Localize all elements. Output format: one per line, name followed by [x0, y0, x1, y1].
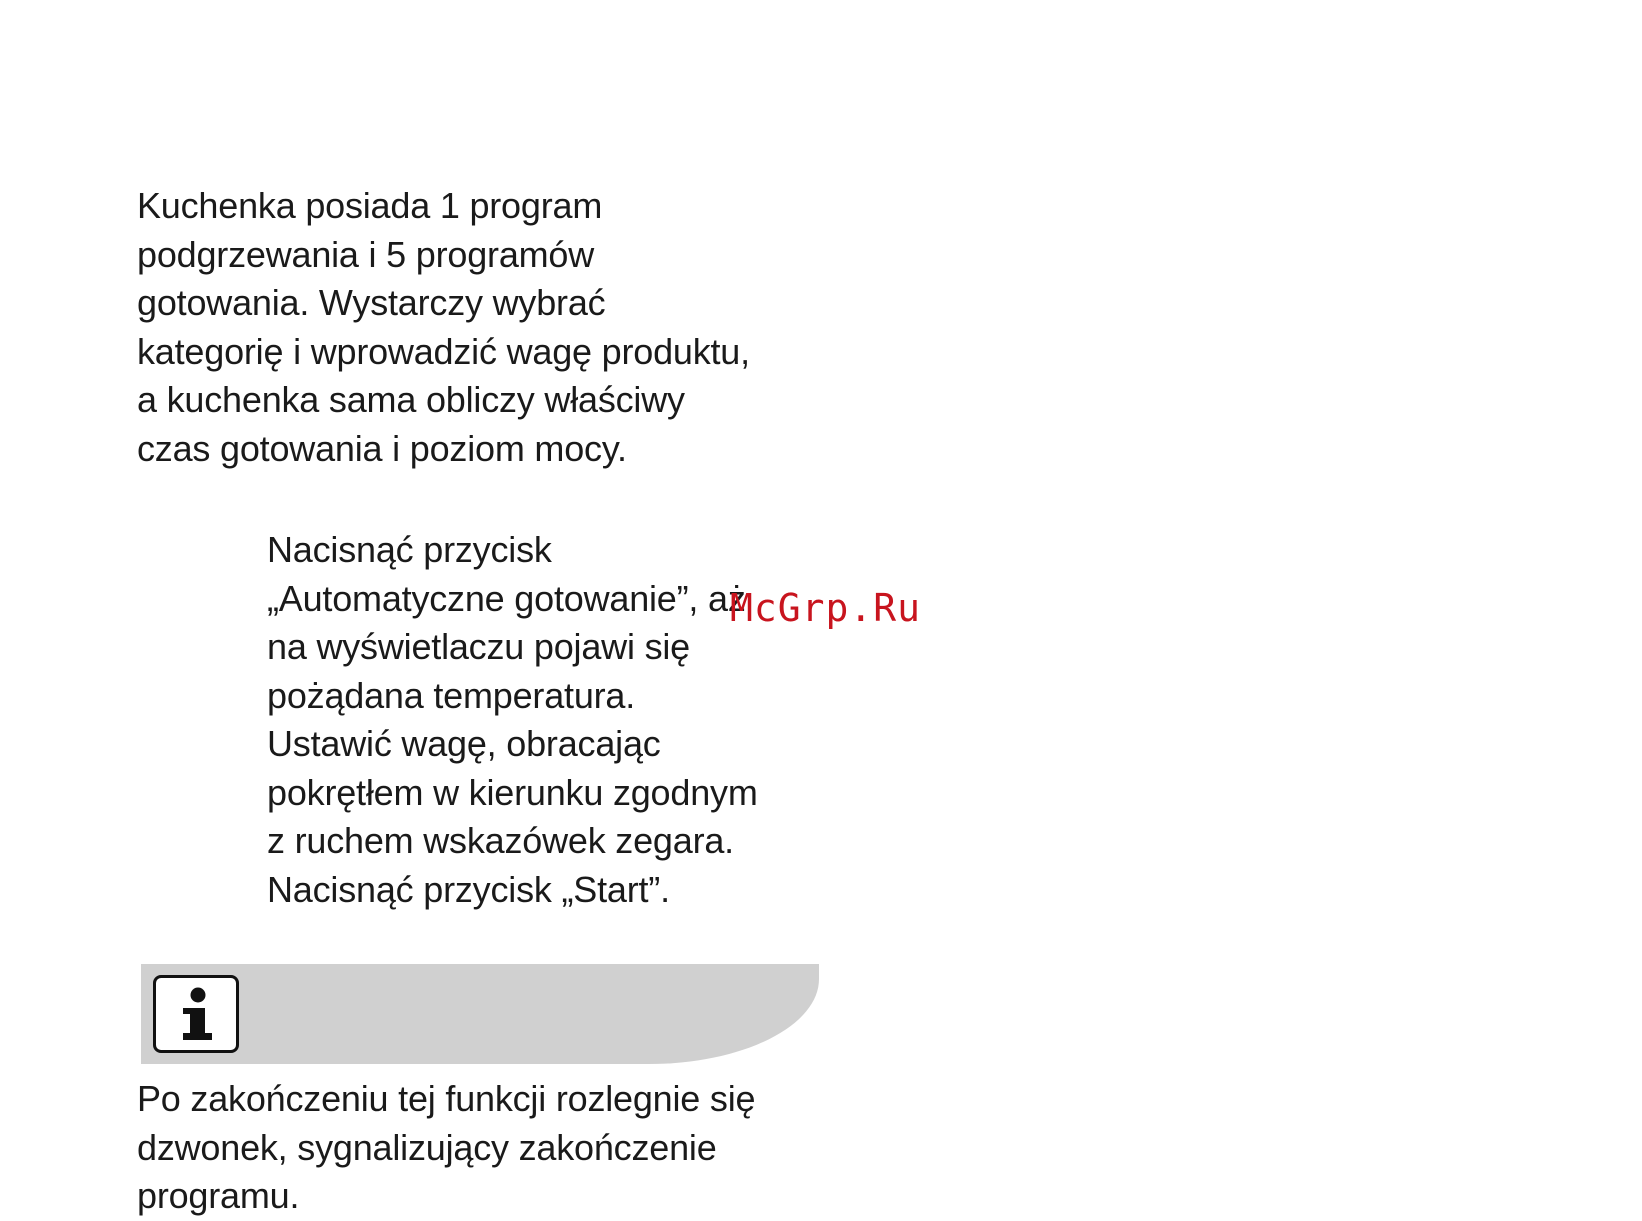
info-icon	[153, 975, 239, 1053]
info-note-bar	[141, 964, 819, 1064]
instruction-steps: Nacisnąć przycisk „Automatyczne gotowanie”, aż na wyświetlaczu pojawi się pożądana temperatura. Ustawić wagę, obracając pokrętłem w kierunku zgodnym z ruchem wskazówek zegara. Nacisnąć przycisk „Start”.	[267, 529, 758, 910]
intro-paragraph: Kuchenka posiada 1 program podgrzewania i 5 programów gotowania. Wystarczy wybrać kategorię i wprowadzić wagę produktu, a kuchenka sama obliczy właściwy czas gotowania i poziom mocy.	[137, 185, 750, 469]
info-note-text: Po zakończeniu tej funkcji rozlegnie się dzwonek, sygnalizujący zakończenie programu.	[137, 1078, 756, 1216]
watermark-text: McGrp.Ru	[730, 586, 922, 630]
